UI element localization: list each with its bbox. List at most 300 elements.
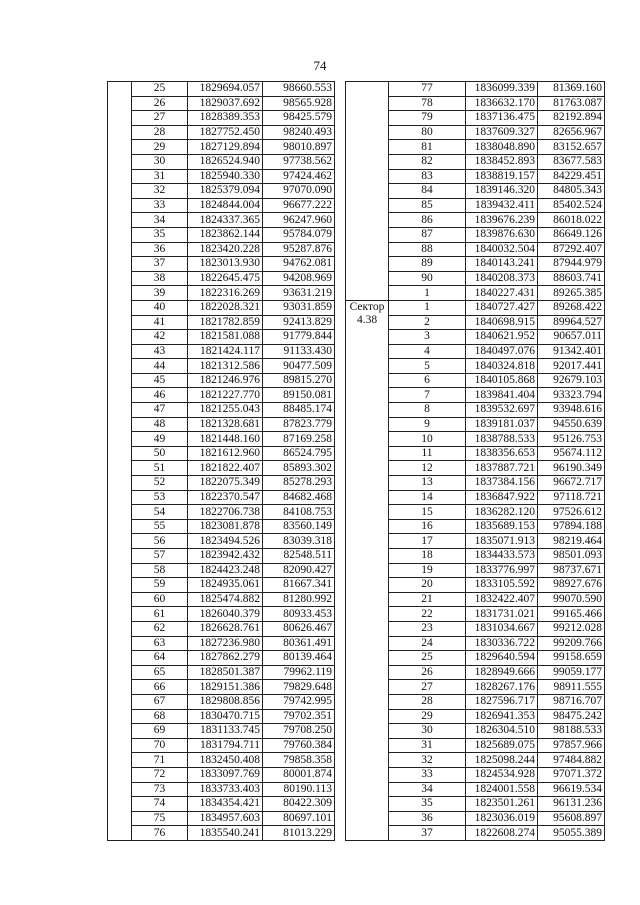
y-coordinate-cell: 94762.081 xyxy=(263,257,335,272)
point-number-cell: 49 xyxy=(132,432,188,447)
point-number-cell: 2 xyxy=(389,315,466,330)
point-number-cell: 37 xyxy=(389,826,466,841)
point-number-cell: 3 xyxy=(389,330,466,345)
y-coordinate-cell: 98716.707 xyxy=(538,694,605,709)
point-number-cell: 10 xyxy=(389,432,466,447)
point-number-cell: 20 xyxy=(389,578,466,593)
table-row xyxy=(108,578,335,593)
x-coordinate-cell: 1822608.274 xyxy=(466,826,538,841)
y-coordinate-cell: 94208.969 xyxy=(263,271,335,286)
x-coordinate-cell: 1839146.320 xyxy=(466,184,538,199)
y-coordinate-cell: 96677.222 xyxy=(263,198,335,213)
x-coordinate-cell: 1821612.960 xyxy=(188,446,263,461)
y-coordinate-cell: 98501.093 xyxy=(538,549,605,564)
y-coordinate-cell: 83677.583 xyxy=(538,154,605,169)
table-row xyxy=(108,388,335,403)
y-coordinate-cell: 90657.011 xyxy=(538,330,605,345)
y-coordinate-cell: 80001.874 xyxy=(263,767,335,782)
x-coordinate-cell: 1824844.004 xyxy=(188,198,263,213)
table-row xyxy=(108,753,335,768)
y-coordinate-cell: 80697.101 xyxy=(263,811,335,826)
point-number-cell: 60 xyxy=(132,592,188,607)
y-coordinate-cell: 81280.992 xyxy=(263,592,335,607)
y-coordinate-cell: 79858.358 xyxy=(263,753,335,768)
point-number-cell: 66 xyxy=(132,680,188,695)
table-row xyxy=(108,432,335,447)
x-coordinate-cell: 1826040.379 xyxy=(188,607,263,622)
y-coordinate-cell: 98565.928 xyxy=(263,96,335,111)
table-row xyxy=(108,446,335,461)
y-coordinate-cell: 98475.242 xyxy=(538,709,605,724)
table-row xyxy=(108,286,335,301)
x-coordinate-cell: 1827752.450 xyxy=(188,125,263,140)
y-coordinate-cell: 96131.236 xyxy=(538,797,605,812)
y-coordinate-cell: 80361.491 xyxy=(263,636,335,651)
table-row xyxy=(108,154,335,169)
x-coordinate-cell: 1836632.170 xyxy=(466,96,538,111)
coordinates-table-left xyxy=(107,81,335,841)
table-row xyxy=(346,82,605,97)
x-coordinate-cell: 1822706.738 xyxy=(188,505,263,520)
x-coordinate-cell: 1833105.592 xyxy=(466,578,538,593)
x-coordinate-cell: 1821312.586 xyxy=(188,359,263,374)
x-coordinate-cell: 1826304.510 xyxy=(466,724,538,739)
table-row xyxy=(108,549,335,564)
x-coordinate-cell: 1839181.037 xyxy=(466,417,538,432)
table-row xyxy=(108,300,335,315)
point-number-cell: 48 xyxy=(132,417,188,432)
x-coordinate-cell: 1840143.241 xyxy=(466,257,538,272)
x-coordinate-cell: 1821424.117 xyxy=(188,344,263,359)
point-number-cell: 32 xyxy=(132,184,188,199)
table-row xyxy=(108,476,335,491)
table-row xyxy=(108,111,335,126)
point-number-cell: 29 xyxy=(389,709,466,724)
point-number-cell: 63 xyxy=(132,636,188,651)
x-coordinate-cell: 1824935.061 xyxy=(188,578,263,593)
table-row xyxy=(108,461,335,476)
point-number-cell: 30 xyxy=(132,154,188,169)
point-number-cell: 35 xyxy=(389,797,466,812)
x-coordinate-cell: 1840105.868 xyxy=(466,373,538,388)
x-coordinate-cell: 1840497.076 xyxy=(466,344,538,359)
point-number-cell: 87 xyxy=(389,227,466,242)
x-coordinate-cell: 1821255.043 xyxy=(188,403,263,418)
point-number-cell: 83 xyxy=(389,169,466,184)
y-coordinate-cell: 87292.407 xyxy=(538,242,605,257)
point-number-cell: 37 xyxy=(132,257,188,272)
x-coordinate-cell: 1825474.882 xyxy=(188,592,263,607)
x-coordinate-cell: 1838048.890 xyxy=(466,140,538,155)
table-row xyxy=(108,96,335,111)
table-row xyxy=(108,403,335,418)
table-row xyxy=(108,665,335,680)
point-number-cell: 55 xyxy=(132,519,188,534)
point-number-cell: 34 xyxy=(389,782,466,797)
y-coordinate-cell: 96190.349 xyxy=(538,461,605,476)
x-coordinate-cell: 1833776.997 xyxy=(466,563,538,578)
x-coordinate-cell: 1838356.653 xyxy=(466,446,538,461)
table-row xyxy=(108,242,335,257)
x-coordinate-cell: 1831794.711 xyxy=(188,738,263,753)
y-coordinate-cell: 93323.794 xyxy=(538,388,605,403)
x-coordinate-cell: 1831133.745 xyxy=(188,724,263,739)
y-coordinate-cell: 84108.753 xyxy=(263,505,335,520)
x-coordinate-cell: 1840324.818 xyxy=(466,359,538,374)
table-row xyxy=(108,694,335,709)
x-coordinate-cell: 1826941.353 xyxy=(466,709,538,724)
point-number-cell: 85 xyxy=(389,198,466,213)
y-coordinate-cell: 99158.659 xyxy=(538,651,605,666)
point-number-cell: 62 xyxy=(132,621,188,636)
y-coordinate-cell: 99059.177 xyxy=(538,665,605,680)
x-coordinate-cell: 1838788.533 xyxy=(466,432,538,447)
x-coordinate-cell: 1824534.928 xyxy=(466,767,538,782)
point-number-cell: 17 xyxy=(389,534,466,549)
point-number-cell: 57 xyxy=(132,549,188,564)
y-coordinate-cell: 88603.741 xyxy=(538,271,605,286)
x-coordinate-cell: 1824337.365 xyxy=(188,213,263,228)
x-coordinate-cell: 1840227.431 xyxy=(466,286,538,301)
table-row xyxy=(108,607,335,622)
x-coordinate-cell: 1829640.594 xyxy=(466,651,538,666)
point-number-cell: 61 xyxy=(132,607,188,622)
y-coordinate-cell: 91779.844 xyxy=(263,330,335,345)
point-number-cell: 28 xyxy=(132,125,188,140)
x-coordinate-cell: 1825379.094 xyxy=(188,184,263,199)
point-number-cell: 19 xyxy=(389,563,466,578)
table-row xyxy=(108,767,335,782)
x-coordinate-cell: 1828949.666 xyxy=(466,665,538,680)
x-coordinate-cell: 1836847.922 xyxy=(466,490,538,505)
y-coordinate-cell: 82090.427 xyxy=(263,563,335,578)
y-coordinate-cell: 80933.453 xyxy=(263,607,335,622)
y-coordinate-cell: 95287.876 xyxy=(263,242,335,257)
y-coordinate-cell: 79829.648 xyxy=(263,680,335,695)
point-number-cell: 11 xyxy=(389,446,466,461)
y-coordinate-cell: 81013.229 xyxy=(263,826,335,841)
x-coordinate-cell: 1840621.952 xyxy=(466,330,538,345)
x-coordinate-cell: 1836282.120 xyxy=(466,505,538,520)
y-coordinate-cell: 98219.464 xyxy=(538,534,605,549)
point-number-cell: 25 xyxy=(132,82,188,97)
y-coordinate-cell: 87169.258 xyxy=(263,432,335,447)
point-number-cell: 84 xyxy=(389,184,466,199)
x-coordinate-cell: 1832450.408 xyxy=(188,753,263,768)
point-number-cell: 81 xyxy=(389,140,466,155)
point-number-cell: 40 xyxy=(132,300,188,315)
y-coordinate-cell: 97071.372 xyxy=(538,767,605,782)
point-number-cell: 12 xyxy=(389,461,466,476)
y-coordinate-cell: 97857.966 xyxy=(538,738,605,753)
point-number-cell: 18 xyxy=(389,549,466,564)
x-coordinate-cell: 1837384.156 xyxy=(466,476,538,491)
y-coordinate-cell: 92679.103 xyxy=(538,373,605,388)
y-coordinate-cell: 92017.441 xyxy=(538,359,605,374)
point-number-cell: 50 xyxy=(132,446,188,461)
x-coordinate-cell: 1833733.403 xyxy=(188,782,263,797)
point-number-cell: 4 xyxy=(389,344,466,359)
table-row xyxy=(108,271,335,286)
x-coordinate-cell: 1839432.411 xyxy=(466,198,538,213)
coordinates-table-right xyxy=(345,81,605,841)
y-coordinate-cell: 97118.721 xyxy=(538,490,605,505)
point-number-cell: 34 xyxy=(132,213,188,228)
x-coordinate-cell: 1838819.157 xyxy=(466,169,538,184)
x-coordinate-cell: 1822075.349 xyxy=(188,476,263,491)
x-coordinate-cell: 1835071.913 xyxy=(466,534,538,549)
point-number-cell: 69 xyxy=(132,724,188,739)
y-coordinate-cell: 79742.995 xyxy=(263,694,335,709)
y-coordinate-cell: 99165.466 xyxy=(538,607,605,622)
point-number-cell: 73 xyxy=(132,782,188,797)
point-number-cell: 42 xyxy=(132,330,188,345)
x-coordinate-cell: 1822028.321 xyxy=(188,300,263,315)
table-row xyxy=(108,505,335,520)
y-coordinate-cell: 91133.430 xyxy=(263,344,335,359)
point-number-cell: 88 xyxy=(389,242,466,257)
point-number-cell: 41 xyxy=(132,315,188,330)
y-coordinate-cell: 83152.657 xyxy=(538,140,605,155)
y-coordinate-cell: 80422.309 xyxy=(263,797,335,812)
table-row xyxy=(108,636,335,651)
table-row xyxy=(108,227,335,242)
x-coordinate-cell: 1821328.681 xyxy=(188,417,263,432)
x-coordinate-cell: 1823036.019 xyxy=(466,811,538,826)
table-row xyxy=(108,417,335,432)
table-row xyxy=(108,257,335,272)
y-coordinate-cell: 95674.112 xyxy=(538,446,605,461)
table-row xyxy=(108,563,335,578)
y-coordinate-cell: 96672.717 xyxy=(538,476,605,491)
x-coordinate-cell: 1827862.279 xyxy=(188,651,263,666)
x-coordinate-cell: 1821822.407 xyxy=(188,461,263,476)
table-row xyxy=(108,140,335,155)
point-number-cell: 33 xyxy=(132,198,188,213)
point-number-cell: 1 xyxy=(389,286,466,301)
y-coordinate-cell: 94550.639 xyxy=(538,417,605,432)
y-coordinate-cell: 95126.753 xyxy=(538,432,605,447)
y-coordinate-cell: 98010.897 xyxy=(263,140,335,155)
point-number-cell: 27 xyxy=(132,111,188,126)
x-coordinate-cell: 1837136.475 xyxy=(466,111,538,126)
x-coordinate-cell: 1829808.856 xyxy=(188,694,263,709)
x-coordinate-cell: 1821581.088 xyxy=(188,330,263,345)
x-coordinate-cell: 1823494.526 xyxy=(188,534,263,549)
x-coordinate-cell: 1835689.153 xyxy=(466,519,538,534)
x-coordinate-cell: 1832422.407 xyxy=(466,592,538,607)
y-coordinate-cell: 89815.270 xyxy=(263,373,335,388)
table-row xyxy=(108,359,335,374)
y-coordinate-cell: 97894.188 xyxy=(538,519,605,534)
point-number-cell: 31 xyxy=(132,169,188,184)
y-coordinate-cell: 85402.524 xyxy=(538,198,605,213)
x-coordinate-cell: 1826628.761 xyxy=(188,621,263,636)
table-row xyxy=(108,198,335,213)
x-coordinate-cell: 1821246.976 xyxy=(188,373,263,388)
x-coordinate-cell: 1830336.722 xyxy=(466,636,538,651)
y-coordinate-cell: 81667.341 xyxy=(263,578,335,593)
table-row xyxy=(108,621,335,636)
point-number-cell: 29 xyxy=(132,140,188,155)
point-number-cell: 79 xyxy=(389,111,466,126)
point-number-cell: 5 xyxy=(389,359,466,374)
point-number-cell: 24 xyxy=(389,636,466,651)
table-row xyxy=(108,330,335,345)
x-coordinate-cell: 1824001.558 xyxy=(466,782,538,797)
y-coordinate-cell: 99212.028 xyxy=(538,621,605,636)
table-row xyxy=(108,344,335,359)
point-number-cell: 71 xyxy=(132,753,188,768)
x-coordinate-cell: 1825098.244 xyxy=(466,753,538,768)
x-coordinate-cell: 1837887.721 xyxy=(466,461,538,476)
table-row xyxy=(108,680,335,695)
y-coordinate-cell: 80190.113 xyxy=(263,782,335,797)
table-row xyxy=(108,724,335,739)
table-row xyxy=(108,82,335,97)
x-coordinate-cell: 1823942.432 xyxy=(188,549,263,564)
x-coordinate-cell: 1840208.373 xyxy=(466,271,538,286)
point-number-cell: 65 xyxy=(132,665,188,680)
point-number-cell: 13 xyxy=(389,476,466,491)
point-number-cell: 56 xyxy=(132,534,188,549)
table-row xyxy=(108,169,335,184)
x-coordinate-cell: 1825689.075 xyxy=(466,738,538,753)
y-coordinate-cell: 87823.779 xyxy=(263,417,335,432)
x-coordinate-cell: 1830470.715 xyxy=(188,709,263,724)
x-coordinate-cell: 1825940.330 xyxy=(188,169,263,184)
y-coordinate-cell: 98240.493 xyxy=(263,125,335,140)
x-coordinate-cell: 1828501.387 xyxy=(188,665,263,680)
table-row xyxy=(108,373,335,388)
x-coordinate-cell: 1829037.692 xyxy=(188,96,263,111)
y-coordinate-cell: 96247.960 xyxy=(263,213,335,228)
point-number-cell: 38 xyxy=(132,271,188,286)
point-number-cell: 26 xyxy=(132,96,188,111)
y-coordinate-cell: 82548.511 xyxy=(263,549,335,564)
x-coordinate-cell: 1838452.893 xyxy=(466,154,538,169)
x-coordinate-cell: 1835540.241 xyxy=(188,826,263,841)
point-number-cell: 64 xyxy=(132,651,188,666)
x-coordinate-cell: 1829151.386 xyxy=(188,680,263,695)
x-coordinate-cell: 1823501.261 xyxy=(466,797,538,812)
table-row xyxy=(108,592,335,607)
x-coordinate-cell: 1839676.239 xyxy=(466,213,538,228)
point-number-cell: 82 xyxy=(389,154,466,169)
point-number-cell: 59 xyxy=(132,578,188,593)
y-coordinate-cell: 98425.579 xyxy=(263,111,335,126)
y-coordinate-cell: 89268.422 xyxy=(538,300,605,315)
point-number-cell: 39 xyxy=(132,286,188,301)
point-number-cell: 80 xyxy=(389,125,466,140)
table-row xyxy=(108,738,335,753)
table-row xyxy=(108,534,335,549)
x-coordinate-cell: 1821782.859 xyxy=(188,315,263,330)
x-coordinate-cell: 1840727.427 xyxy=(466,300,538,315)
y-coordinate-cell: 96619.534 xyxy=(538,782,605,797)
y-coordinate-cell: 87944.979 xyxy=(538,257,605,272)
point-number-cell: 16 xyxy=(389,519,466,534)
point-number-cell: 70 xyxy=(132,738,188,753)
point-number-cell: 27 xyxy=(389,680,466,695)
x-coordinate-cell: 1827596.717 xyxy=(466,694,538,709)
sector-code: 4.38 xyxy=(356,313,378,326)
x-coordinate-cell: 1823013.930 xyxy=(188,257,263,272)
table-row xyxy=(108,782,335,797)
sector-title: Сектор xyxy=(349,300,385,313)
x-coordinate-cell: 1822645.475 xyxy=(188,271,263,286)
point-number-cell: 72 xyxy=(132,767,188,782)
x-coordinate-cell: 1834957.603 xyxy=(188,811,263,826)
y-coordinate-cell: 98660.553 xyxy=(263,82,335,97)
table-row xyxy=(108,709,335,724)
y-coordinate-cell: 93031.859 xyxy=(263,300,335,315)
point-number-cell: 9 xyxy=(389,417,466,432)
x-coordinate-cell: 1827129.894 xyxy=(188,140,263,155)
point-number-cell: 28 xyxy=(389,694,466,709)
point-number-cell: 58 xyxy=(132,563,188,578)
point-number-cell: 32 xyxy=(389,753,466,768)
point-number-cell: 43 xyxy=(132,344,188,359)
point-number-cell: 90 xyxy=(389,271,466,286)
x-coordinate-cell: 1823081.878 xyxy=(188,519,263,534)
point-number-cell: 7 xyxy=(389,388,466,403)
point-number-cell: 76 xyxy=(132,826,188,841)
point-number-cell: 86 xyxy=(389,213,466,228)
y-coordinate-cell: 79702.351 xyxy=(263,709,335,724)
y-coordinate-cell: 99070.590 xyxy=(538,592,605,607)
x-coordinate-cell: 1839841.404 xyxy=(466,388,538,403)
point-number-cell: 52 xyxy=(132,476,188,491)
table-row xyxy=(108,651,335,666)
table-row xyxy=(108,826,335,841)
point-number-cell: 53 xyxy=(132,490,188,505)
y-coordinate-cell: 86018.022 xyxy=(538,213,605,228)
x-coordinate-cell: 1821227.770 xyxy=(188,388,263,403)
y-coordinate-cell: 86524.795 xyxy=(263,446,335,461)
x-coordinate-cell: 1837609.327 xyxy=(466,125,538,140)
x-coordinate-cell: 1823862.144 xyxy=(188,227,263,242)
table-row xyxy=(108,184,335,199)
y-coordinate-cell: 81369.160 xyxy=(538,82,605,97)
point-number-cell: 77 xyxy=(389,82,466,97)
y-coordinate-cell: 83039.318 xyxy=(263,534,335,549)
x-coordinate-cell: 1840698.915 xyxy=(466,315,538,330)
x-coordinate-cell: 1836099.339 xyxy=(466,82,538,97)
table-row xyxy=(108,315,335,330)
y-coordinate-cell: 79760.384 xyxy=(263,738,335,753)
y-coordinate-cell: 79962.119 xyxy=(263,665,335,680)
y-coordinate-cell: 81763.087 xyxy=(538,96,605,111)
table-row xyxy=(108,811,335,826)
point-number-cell: 6 xyxy=(389,373,466,388)
point-number-cell: 31 xyxy=(389,738,466,753)
point-number-cell: 22 xyxy=(389,607,466,622)
y-coordinate-cell: 84805.343 xyxy=(538,184,605,199)
x-coordinate-cell: 1839876.630 xyxy=(466,227,538,242)
y-coordinate-cell: 80139.464 xyxy=(263,651,335,666)
y-coordinate-cell: 85893.302 xyxy=(263,461,335,476)
y-coordinate-cell: 91342.401 xyxy=(538,344,605,359)
y-coordinate-cell: 82192.894 xyxy=(538,111,605,126)
table-row xyxy=(108,125,335,140)
point-number-cell: 36 xyxy=(389,811,466,826)
x-coordinate-cell: 1833097.769 xyxy=(188,767,263,782)
y-coordinate-cell: 84682.468 xyxy=(263,490,335,505)
y-coordinate-cell: 90477.509 xyxy=(263,359,335,374)
point-number-cell: 46 xyxy=(132,388,188,403)
y-coordinate-cell: 89265.385 xyxy=(538,286,605,301)
